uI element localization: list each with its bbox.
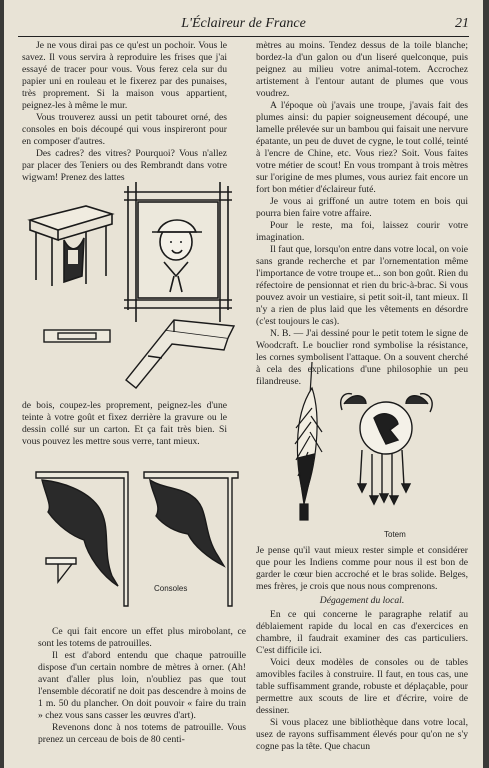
paragraph: Je pense qu'il vaut mieux rester simple et considérer que pour les Indiens comme pour nous il est bon de garder le cœur bien accroché et le bras solide. Belges, mes frères, je crois que nous nous comprenons.	[256, 545, 468, 592]
paragraph: A l'époque où j'avais une troupe, j'avais fait des plumes ainsi: du papier soigneusement découpé, une lamelle prélevée sur un bambou qui faisait une nervure épatante, un peu de duvet de cygne, le tout collé, teinté à l'encre de Chine, etc. Vous riez? Soit. Vous faites votre métier de scout! En vous trompant à trois mètres sur l'origine de mes plumes, vous auriez fait encore un fort bon métier d'éclaireur futé.	[256, 100, 468, 195]
paragraph: Je vous ai griffoné un autre totem en bois qui pourra bien faire votre affaire.	[256, 196, 468, 219]
totem-illustration	[282, 358, 472, 538]
horned-shield-drawing	[341, 394, 432, 504]
consoles-caption: Consoles	[154, 584, 188, 593]
paragraph: Il est d'abord entendu que chaque patrouille dispose d'un certain nombre de mètres à orner. (Ah! avant d'aller plus loin, n'oubliez pas que tout l'ensemble décoratif ne doit pas descendre à moins de 1 m. 50 du plancher. On doit pouvoir « faire du train » chez vous sans casser les œuvres d'art).	[38, 650, 246, 721]
magazine-title: L'Éclaireur de France	[181, 16, 306, 31]
paragraph: Si vous placez une bibliothèque dans votre local, usez de rayons suffisamment élevés pour qu'on ne s'y cogne pas la tête. Que chacun	[256, 717, 468, 752]
left-column-middle	[22, 400, 227, 448]
page-header	[18, 14, 469, 37]
feather-drawing	[295, 362, 322, 520]
left-column-top	[22, 40, 227, 184]
right-column-top	[256, 40, 468, 388]
section-subheading: Dégagement du local.	[319, 595, 405, 606]
paragraph: Des cadres? des vitres? Pourquoi? Vous n'allez par placer des Teniers ou des Rembrandt dans votre wigwam! Prenez des lattes	[22, 148, 227, 183]
paragraph: Ce qui fait encore un effet plus mirobolant, ce sont les totems de patrouilles.	[38, 626, 246, 649]
frame-joint-drawing	[126, 320, 234, 388]
paragraph: Revenons donc à nos totems de patrouille. Vous prenez un cerceau de bois de 80 centi-	[38, 722, 246, 745]
framed-portrait-drawing	[124, 182, 232, 322]
stool-drawing	[30, 206, 112, 286]
page-number: 21	[455, 16, 469, 31]
console-left-drawing	[36, 472, 128, 606]
consoles-illustration	[32, 466, 246, 612]
paragraph: Je ne vous dirai pas ce qu'est un pochoir. Vous le savez. Il vous servira à reproduire les frises que j'ai essayé de tracer pour vous. Vous ferez cela sur du papier uni en rouleau et le fixerez par des punaises, très proprement. Si la maison vous appartient, peignez-les à même le mur.	[22, 40, 227, 111]
paragraph: mètres au moins. Tendez dessus de la toile blanche; bordez-la d'un galon ou d'un liseré quelconque, puis peignez au milieu votre animal-totem. Accrochez artistement à l'entour autant de plumes que vous voudrez.	[256, 40, 468, 99]
crossbar-drawing	[44, 330, 110, 342]
stool-and-frame-illustration	[24, 180, 236, 390]
paragraph: N. B. — J'ai dessiné pour le petit totem le signe de Woodcraft. Le bouclier rond symbolise la résistance, les cornes symbolisent l'attaque. On a souvent cherché à cela des explications d'une philosophie un peu filandreuse.	[256, 328, 468, 387]
paragraph: de bois, coupez-les proprement, peignez-les d'une teinte à votre goût et fixez derrière la gravure ou le dessin collé sur un carton. Et ça fait très bien. Si vous pouvez les mettre sous verre, tant mieux.	[22, 400, 227, 447]
paragraph: Voici deux modèles de consoles ou de tables amovibles faciles à construire. Il faut, en tous cas, une table suffisamment grande, robuste et déplaçable, pour permettre aux scouts de lire et d'écrire, voire de dessiner.	[256, 657, 468, 716]
paragraph: Vous trouverez aussi un petit tabouret orné, des consoles en bois découpé qui vous inspireront pour en composer d'autres.	[22, 112, 227, 147]
paragraph: En ce qui concerne le paragraphe relatif au déblaiement rapide du local en cas d'exercices en chambre, il faudrait examiner des cas particuliers. C'est difficile ici.	[256, 609, 468, 656]
left-column-bottom	[38, 626, 246, 746]
paragraph: Il faut que, lorsqu'on entre dans votre local, on voie sans grande recherche et par l'ornementation même l'importance de votre troupe et... son bon goût. Rien du réfectoire de pensionnat et rien du bric-à-brac. Si vous pouvez avoir un vestiaire, si petit soit-il, tant mieux. Il n'y a rien de plus laid que les vêtements en désordre (c'est toujours le cas).	[256, 244, 468, 327]
right-column-bottom	[256, 545, 468, 753]
magazine-page	[4, 0, 483, 768]
totem-caption: Totem	[384, 530, 406, 539]
paragraph: Pour le reste, ma foi, laissez courir votre imagination.	[256, 220, 468, 243]
